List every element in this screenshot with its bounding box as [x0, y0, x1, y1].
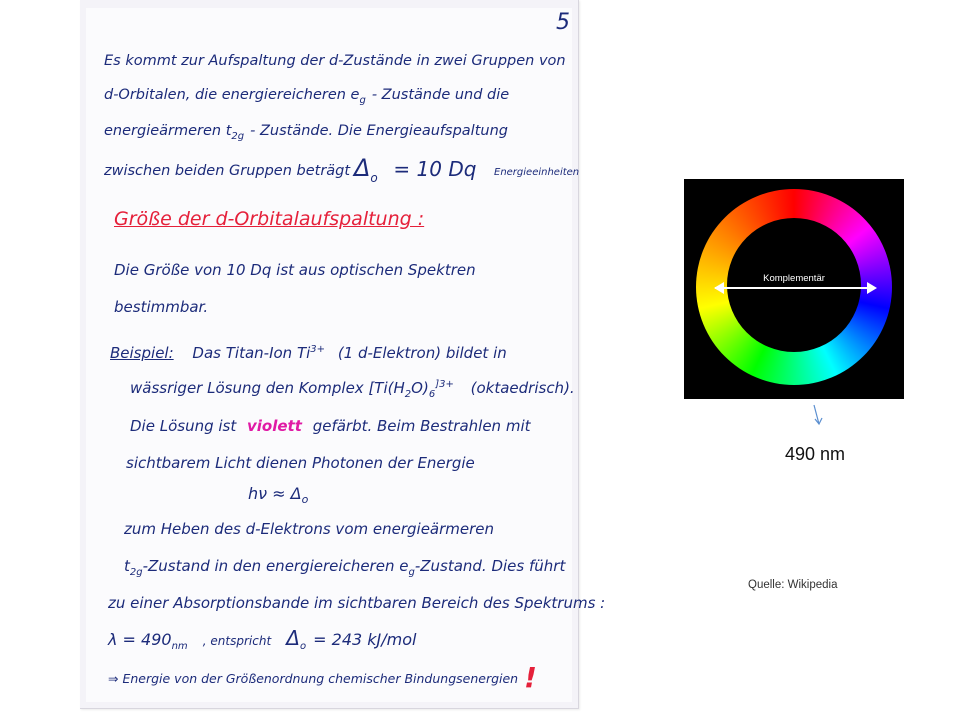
text-segment: O): [411, 379, 429, 397]
text-segment: - Zustände und die: [371, 87, 510, 103]
text-line-1: Es kommt zur Aufspaltung der d-Zustände in zwei Gruppen von: [104, 53, 566, 69]
delta-equation: [354, 156, 476, 184]
text-segment: Die Lösung ist: [130, 417, 237, 435]
subscript: g: [359, 94, 366, 106]
ring-center: [727, 218, 861, 352]
text-segment: λ = 490: [108, 630, 172, 649]
arrow-head-left: [714, 282, 724, 294]
highlight-violet: violett: [247, 417, 302, 435]
text-line-cont-2: [124, 559, 565, 578]
text-segment: (1 d-Elektron) bildet in: [337, 344, 507, 362]
text-segment: hν ≈ Δ: [248, 484, 302, 503]
text-segment: energieärmeren t: [104, 123, 232, 139]
text-segment: - Zustände. Die Energieaufspaltung: [250, 123, 508, 139]
section-heading: Größe der d-Orbitalaufspaltung :: [114, 208, 425, 230]
text-segment: gefärbt. Beim Bestrahlen mit: [312, 417, 531, 435]
subscript: g: [408, 567, 415, 578]
text-segment: d-Orbitalen, die energiereicheren e: [104, 87, 360, 103]
down-arrow-icon: [811, 404, 825, 428]
complementary-arrow: [715, 287, 875, 289]
text-line-3: [104, 124, 508, 142]
text-line-6: Die Größe von 10 Dq ist aus optischen Spektren: [114, 261, 476, 279]
subscript: o: [301, 493, 309, 507]
text-line-7: bestimmbar.: [114, 298, 209, 316]
complementary-label: Komplementär: [763, 273, 825, 284]
delta-symbol: Δ: [286, 626, 300, 650]
text-segment: , entspricht: [202, 634, 272, 648]
text-segment: = 10 Dq: [393, 157, 477, 181]
text-line-2: [104, 88, 509, 106]
text-segment: ⇒ Energie von der Größenordnung chemischer Bindungsenergien: [108, 671, 519, 686]
handwritten-page: [80, 0, 606, 709]
text-segment: -Zustand. Dies führt: [414, 557, 566, 575]
subscript: o: [299, 641, 307, 653]
example-line-4: sichtbarem Licht dienen Photonen der Energie: [126, 454, 475, 472]
text-segment: -Zustand in den energiereicheren e: [142, 557, 409, 575]
arrow-head-right: [867, 282, 877, 294]
exclamation-mark: !: [524, 661, 537, 694]
color-wheel-image: [684, 179, 904, 399]
subscript: o: [370, 170, 378, 185]
text-segment: (oktaedrisch).: [470, 379, 575, 397]
text-line-cont-1: zum Heben des d-Elektrons vom energieärmeren: [124, 520, 495, 538]
text-line-4: zwischen beiden Gruppen beträgt: [104, 163, 351, 179]
subscript: 2g: [129, 567, 143, 578]
example-line-1: [110, 345, 507, 361]
subscript: nm: [171, 641, 188, 653]
conclusion-line: [108, 661, 537, 694]
subscript: 6: [428, 389, 436, 400]
subscript: 2g: [231, 130, 245, 142]
superscript: 3+: [310, 344, 326, 355]
text-segment: t: [124, 557, 130, 575]
text-segment: = 243 kJ/mol: [313, 630, 417, 649]
source-credit: Quelle: Wikipedia: [748, 579, 838, 591]
example-line-3: [130, 419, 531, 434]
example-label: Beispiel:: [110, 344, 174, 362]
example-line-2: [130, 380, 575, 400]
wavelength-equation: [108, 628, 416, 652]
page-number: 5: [556, 10, 570, 35]
text-line-cont-3: zu einer Absorptionsbande im sichtbaren Bereich des Spektrums :: [108, 594, 606, 612]
energy-relation: [248, 486, 308, 505]
delta-symbol: Δ: [354, 154, 371, 182]
subscript: 2: [404, 389, 412, 400]
energy-units-note: Energieeinheiten: [494, 167, 580, 178]
wavelength-label: 490 nm: [785, 444, 846, 464]
text-segment: wässriger Lösung den Komplex [Ti(H: [130, 379, 405, 397]
text-segment: Das Titan-Ion Ti: [192, 344, 311, 362]
superscript: ]3+: [435, 379, 454, 390]
